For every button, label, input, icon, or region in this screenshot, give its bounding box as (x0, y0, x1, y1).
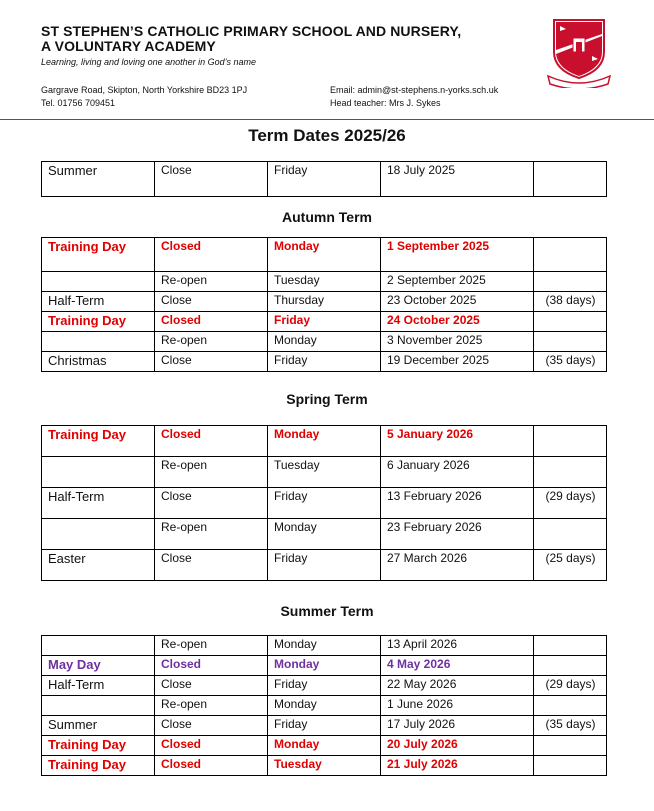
date-cell: 1 September 2025 (381, 238, 534, 272)
email: Email: admin@st-stephens.n-yorks.sch.uk (330, 85, 499, 95)
day-cell: Monday (268, 656, 381, 676)
school-name-line1: ST STEPHEN’S CATHOLIC PRIMARY SCHOOL AND NURSERY, (41, 23, 462, 39)
status-cell: Closed (155, 656, 268, 676)
status-cell: Close (155, 716, 268, 736)
status-cell: Close (155, 162, 268, 197)
status-cell: Closed (155, 426, 268, 457)
date-cell: 23 October 2025 (381, 292, 534, 312)
days-cell (534, 272, 607, 292)
event-cell: Half-Term (42, 292, 155, 312)
event-cell: Christmas (42, 352, 155, 372)
event-cell: Summer (42, 716, 155, 736)
event-cell: Half-Term (42, 488, 155, 519)
date-cell: 20 July 2026 (381, 736, 534, 756)
table-row (42, 696, 607, 716)
days-cell: (38 days) (534, 292, 607, 312)
table-row (42, 488, 607, 519)
date-cell: 23 February 2026 (381, 519, 534, 550)
status-cell: Closed (155, 736, 268, 756)
date-cell: 13 April 2026 (381, 636, 534, 656)
table-row (42, 238, 607, 272)
status-cell: Close (155, 676, 268, 696)
days-cell (534, 656, 607, 676)
table-row (42, 312, 607, 332)
table-row (42, 676, 607, 696)
days-cell (534, 756, 607, 776)
event-cell: Training Day (42, 312, 155, 332)
days-cell (534, 696, 607, 716)
section-heading: Summer Term (280, 603, 374, 619)
table-row (42, 292, 607, 312)
term-dates-table (41, 237, 607, 372)
term-dates-table (41, 161, 607, 197)
days-cell: (29 days) (534, 488, 607, 519)
event-cell: Half-Term (42, 676, 155, 696)
school-motto: Learning, living and loving one another in God’s name (41, 57, 256, 67)
event-cell (42, 332, 155, 352)
days-cell (534, 332, 607, 352)
days-cell (534, 736, 607, 756)
status-cell: Close (155, 488, 268, 519)
event-cell: Summer (42, 162, 155, 197)
day-cell: Friday (268, 676, 381, 696)
section-heading: Spring Term (286, 391, 368, 407)
status-cell: Re-open (155, 696, 268, 716)
days-cell (534, 426, 607, 457)
section-heading: Autumn Term (282, 209, 372, 225)
event-cell: May Day (42, 656, 155, 676)
date-cell: 27 March 2026 (381, 550, 534, 581)
table-row (42, 736, 607, 756)
date-cell: 24 October 2025 (381, 312, 534, 332)
status-cell: Close (155, 550, 268, 581)
event-cell (42, 696, 155, 716)
address-line: Gargrave Road, Skipton, North Yorkshire BD23 1PJ (41, 85, 248, 95)
table-row (42, 352, 607, 372)
day-cell: Friday (268, 352, 381, 372)
day-cell: Monday (268, 696, 381, 716)
day-cell: Friday (268, 488, 381, 519)
telephone: Tel. 01756 709451 (41, 98, 116, 108)
school-name-line2: A VOLUNTARY ACADEMY (41, 38, 216, 54)
event-cell: Easter (42, 550, 155, 581)
day-cell: Monday (268, 238, 381, 272)
date-cell: 2 September 2025 (381, 272, 534, 292)
date-cell: 3 November 2025 (381, 332, 534, 352)
table-row (42, 457, 607, 488)
days-cell (534, 238, 607, 272)
status-cell: Re-open (155, 636, 268, 656)
days-cell (534, 636, 607, 656)
day-cell: Thursday (268, 292, 381, 312)
date-cell: 19 December 2025 (381, 352, 534, 372)
status-cell: Close (155, 352, 268, 372)
status-cell: Re-open (155, 519, 268, 550)
days-cell (534, 312, 607, 332)
days-cell (534, 519, 607, 550)
date-cell: 4 May 2026 (381, 656, 534, 676)
days-cell: (35 days) (534, 352, 607, 372)
day-cell: Tuesday (268, 756, 381, 776)
header-divider (0, 119, 654, 120)
day-cell: Monday (268, 426, 381, 457)
status-cell: Closed (155, 238, 268, 272)
day-cell: Friday (268, 162, 381, 197)
date-cell: 22 May 2026 (381, 676, 534, 696)
day-cell: Monday (268, 636, 381, 656)
days-cell (534, 457, 607, 488)
event-cell (42, 636, 155, 656)
page-title: Term Dates 2025/26 (248, 126, 406, 145)
day-cell: Monday (268, 736, 381, 756)
event-cell (42, 457, 155, 488)
date-cell: 21 July 2026 (381, 756, 534, 776)
days-cell: (25 days) (534, 550, 607, 581)
table-row (42, 656, 607, 676)
status-cell: Close (155, 292, 268, 312)
status-cell: Closed (155, 312, 268, 332)
day-cell: Monday (268, 332, 381, 352)
event-cell: Training Day (42, 426, 155, 457)
term-dates-table (41, 635, 607, 776)
event-cell: Training Day (42, 756, 155, 776)
days-cell: (29 days) (534, 676, 607, 696)
table-row (42, 332, 607, 352)
table-row (42, 550, 607, 581)
date-cell: 5 January 2026 (381, 426, 534, 457)
table-row (42, 756, 607, 776)
head-teacher: Head teacher: Mrs J. Sykes (330, 98, 441, 108)
school-name (41, 24, 461, 54)
date-cell: 6 January 2026 (381, 457, 534, 488)
event-cell (42, 272, 155, 292)
day-cell: Tuesday (268, 457, 381, 488)
table-row (42, 519, 607, 550)
table-row (42, 636, 607, 656)
status-cell: Closed (155, 756, 268, 776)
day-cell: Friday (268, 550, 381, 581)
day-cell: Monday (268, 519, 381, 550)
table-row (42, 426, 607, 457)
event-cell (42, 519, 155, 550)
table-row (42, 162, 607, 197)
date-cell: 17 July 2026 (381, 716, 534, 736)
date-cell: 18 July 2025 (381, 162, 534, 197)
school-crest-logo (546, 18, 612, 88)
event-cell: Training Day (42, 736, 155, 756)
event-cell: Training Day (42, 238, 155, 272)
days-cell (534, 162, 607, 197)
school-contact (330, 84, 498, 110)
status-cell: Re-open (155, 272, 268, 292)
day-cell: Friday (268, 716, 381, 736)
day-cell: Tuesday (268, 272, 381, 292)
days-cell: (35 days) (534, 716, 607, 736)
day-cell: Friday (268, 312, 381, 332)
term-dates-table (41, 425, 607, 581)
date-cell: 13 February 2026 (381, 488, 534, 519)
school-address (41, 84, 247, 110)
status-cell: Re-open (155, 457, 268, 488)
table-row (42, 272, 607, 292)
table-row (42, 716, 607, 736)
status-cell: Re-open (155, 332, 268, 352)
date-cell: 1 June 2026 (381, 696, 534, 716)
